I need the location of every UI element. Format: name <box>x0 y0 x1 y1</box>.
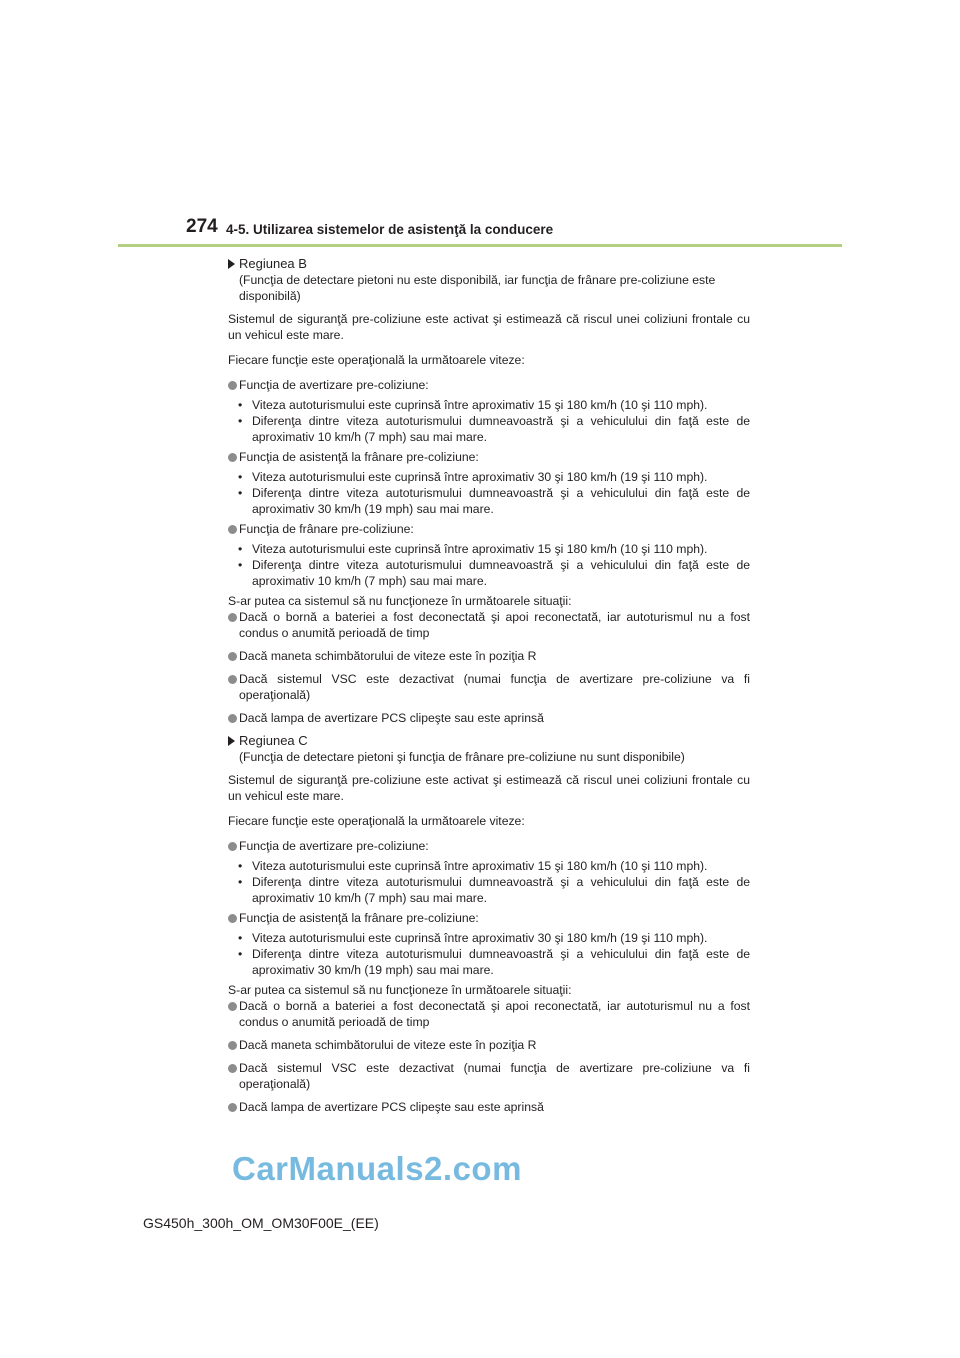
feature-title-text: Funcţia de avertizare pre-coliziune: <box>239 378 429 392</box>
situation-text: Dacă lampa de avertizare PCS clipeşte sau este aprinsă <box>239 711 544 725</box>
bullet-icon <box>228 842 237 851</box>
feature-item <box>238 930 750 946</box>
situation-item <box>228 671 750 703</box>
feature-item <box>238 397 750 413</box>
situation-text: Dacă lampa de avertizare PCS clipeşte sau este aprinsă <box>239 1100 544 1114</box>
bullet-icon <box>228 453 237 462</box>
watermark: CarManuals2.com <box>232 1150 522 1187</box>
region-title: Regiunea B <box>239 256 307 271</box>
feature-item <box>238 469 750 485</box>
feature-item <box>238 485 750 517</box>
dot-icon: • <box>238 398 243 412</box>
feature-item <box>238 541 750 557</box>
region-heading <box>228 733 750 765</box>
feature-items <box>238 469 750 517</box>
feature-item-text: Viteza autoturismului este cuprinsă între aproximativ 15 şi 180 km/h (10 şi 110 mph). <box>252 398 708 412</box>
feature-title <box>228 910 750 926</box>
dot-icon: • <box>238 470 243 484</box>
header-rule <box>118 244 842 247</box>
bullet-icon <box>228 1103 237 1112</box>
feature-title <box>228 377 750 393</box>
dot-icon: • <box>238 414 243 428</box>
feature-title-text: Funcţia de avertizare pre-coliziune: <box>239 839 429 853</box>
dot-icon: • <box>238 859 243 873</box>
situation-item <box>228 1060 750 1092</box>
feature-item <box>238 413 750 445</box>
situation-text: Dacă maneta schimbătorului de viteze este în poziţia R <box>239 649 537 663</box>
page-content <box>228 256 750 1122</box>
bullet-icon <box>228 714 237 723</box>
feature-item-text: Viteza autoturismului este cuprinsă între aproximativ 30 şi 180 km/h (19 şi 110 mph). <box>252 931 708 945</box>
feature-item-text: Viteza autoturismului este cuprinsă între aproximativ 30 şi 180 km/h (19 şi 110 mph). <box>252 470 708 484</box>
feature-title-text: Funcţia de frânare pre-coliziune: <box>239 522 414 536</box>
dot-icon: • <box>238 875 243 889</box>
situation-item <box>228 648 750 664</box>
feature-item-text: Diferenţa dintre viteza autoturismului dumneavoastră şi a vehiculului din faţă este de aproximativ 30 km/h (19 mph) sau mai mare. <box>252 947 750 977</box>
speeds-intro: Fiecare funcţie este operaţională la următoarele viteze: <box>228 353 525 367</box>
dot-icon: • <box>238 931 243 945</box>
feature-block <box>228 377 750 445</box>
intro-paragraph: Sistemul de siguranţă pre-coliziune este activat şi estimează că riscul unei coliziuni frontale cu un vehicul este mare. <box>228 312 750 342</box>
region-heading <box>228 256 750 304</box>
feature-item <box>238 557 750 589</box>
speeds-intro: Fiecare funcţie este operaţională la următoarele viteze: <box>228 814 525 828</box>
situation-text: Dacă sistemul VSC este dezactivat (numai funcţia de avertizare pre-coliziune va fi operaţională) <box>239 1061 750 1091</box>
situation-item <box>228 609 750 641</box>
situation-text: Dacă maneta schimbătorului de viteze este în poziţia R <box>239 1038 537 1052</box>
bullet-icon <box>228 381 237 390</box>
feature-block <box>228 521 750 589</box>
situation-item <box>228 1099 750 1115</box>
feature-item-text: Diferenţa dintre viteza autoturismului dumneavoastră şi a vehiculului din faţă este de aproximativ 10 km/h (7 mph) sau mai mare. <box>252 414 750 444</box>
chapter-title: 4-5. Utilizarea sistemelor de asistenţă la conducere <box>226 222 554 237</box>
feature-title-text: Funcţia de asistenţă la frânare pre-coliziune: <box>239 450 479 464</box>
situation-text: Dacă o bornă a bateriei a fost deconectată şi apoi reconectată, iar autoturismul nu a fost condus o anumită perioadă de timp <box>239 610 750 640</box>
situation-text: Dacă o bornă a bateriei a fost deconectată şi apoi reconectată, iar autoturismul nu a fost condus o anumită perioadă de timp <box>239 999 750 1029</box>
dot-icon: • <box>238 542 243 556</box>
situation-text: Dacă sistemul VSC este dezactivat (numai funcţia de avertizare pre-coliziune va fi operaţională) <box>239 672 750 702</box>
situation-item <box>228 1037 750 1053</box>
feature-items <box>238 858 750 906</box>
feature-title <box>228 838 750 854</box>
bullet-icon <box>228 1041 237 1050</box>
region-note: (Funcţia de detectare pietoni nu este disponibilă, iar funcţia de frânare pre-coliziune este disponibilă) <box>239 273 716 303</box>
page-number: 274 <box>186 216 218 237</box>
feature-item <box>238 874 750 906</box>
feature-item <box>238 946 750 978</box>
dot-icon: • <box>238 486 243 500</box>
feature-items <box>238 930 750 978</box>
feature-block <box>228 838 750 906</box>
situation-item <box>228 710 750 726</box>
bullet-icon <box>228 525 237 534</box>
situations-intro: S-ar putea ca sistemul să nu funcţioneze în următoarele situaţii: <box>228 594 572 608</box>
feature-item <box>238 858 750 874</box>
feature-items <box>238 541 750 589</box>
feature-title <box>228 521 750 537</box>
feature-block <box>228 449 750 517</box>
bullet-icon <box>228 914 237 923</box>
intro-paragraph: Sistemul de siguranţă pre-coliziune este activat şi estimează că riscul unei coliziuni frontale cu un vehicul este mare. <box>228 773 750 803</box>
dot-icon: • <box>238 558 243 572</box>
triangle-marker-icon <box>228 736 235 746</box>
triangle-marker-icon <box>228 259 235 269</box>
bullet-icon <box>228 613 237 622</box>
bullet-icon <box>228 652 237 661</box>
feature-items <box>238 397 750 445</box>
feature-title <box>228 449 750 465</box>
footer-doc-code: GS450h_300h_OM_OM30F00E_(EE) <box>143 1215 379 1231</box>
dot-icon: • <box>238 947 243 961</box>
feature-item-text: Viteza autoturismului este cuprinsă între aproximativ 15 şi 180 km/h (10 şi 110 mph). <box>252 859 708 873</box>
feature-title-text: Funcţia de asistenţă la frânare pre-coliziune: <box>239 911 479 925</box>
feature-item-text: Diferenţa dintre viteza autoturismului dumneavoastră şi a vehiculului din faţă este de aproximativ 30 km/h (19 mph) sau mai mare. <box>252 486 750 516</box>
bullet-icon <box>228 1064 237 1073</box>
situations-intro: S-ar putea ca sistemul să nu funcţioneze în următoarele situaţii: <box>228 983 572 997</box>
bullet-icon <box>228 1002 237 1011</box>
feature-item-text: Diferenţa dintre viteza autoturismului dumneavoastră şi a vehiculului din faţă este de aproximativ 10 km/h (7 mph) sau mai mare. <box>252 875 750 905</box>
region-note: (Funcţia de detectare pietoni şi funcţia de frânare pre-coliziune nu sunt disponibile) <box>239 750 685 764</box>
bullet-icon <box>228 675 237 684</box>
situation-item <box>228 998 750 1030</box>
region-title: Regiunea C <box>239 733 308 748</box>
feature-block <box>228 910 750 978</box>
feature-item-text: Diferenţa dintre viteza autoturismului dumneavoastră şi a vehiculului din faţă este de aproximativ 10 km/h (7 mph) sau mai mare. <box>252 558 750 588</box>
feature-item-text: Viteza autoturismului este cuprinsă între aproximativ 15 şi 180 km/h (10 şi 110 mph). <box>252 542 708 556</box>
